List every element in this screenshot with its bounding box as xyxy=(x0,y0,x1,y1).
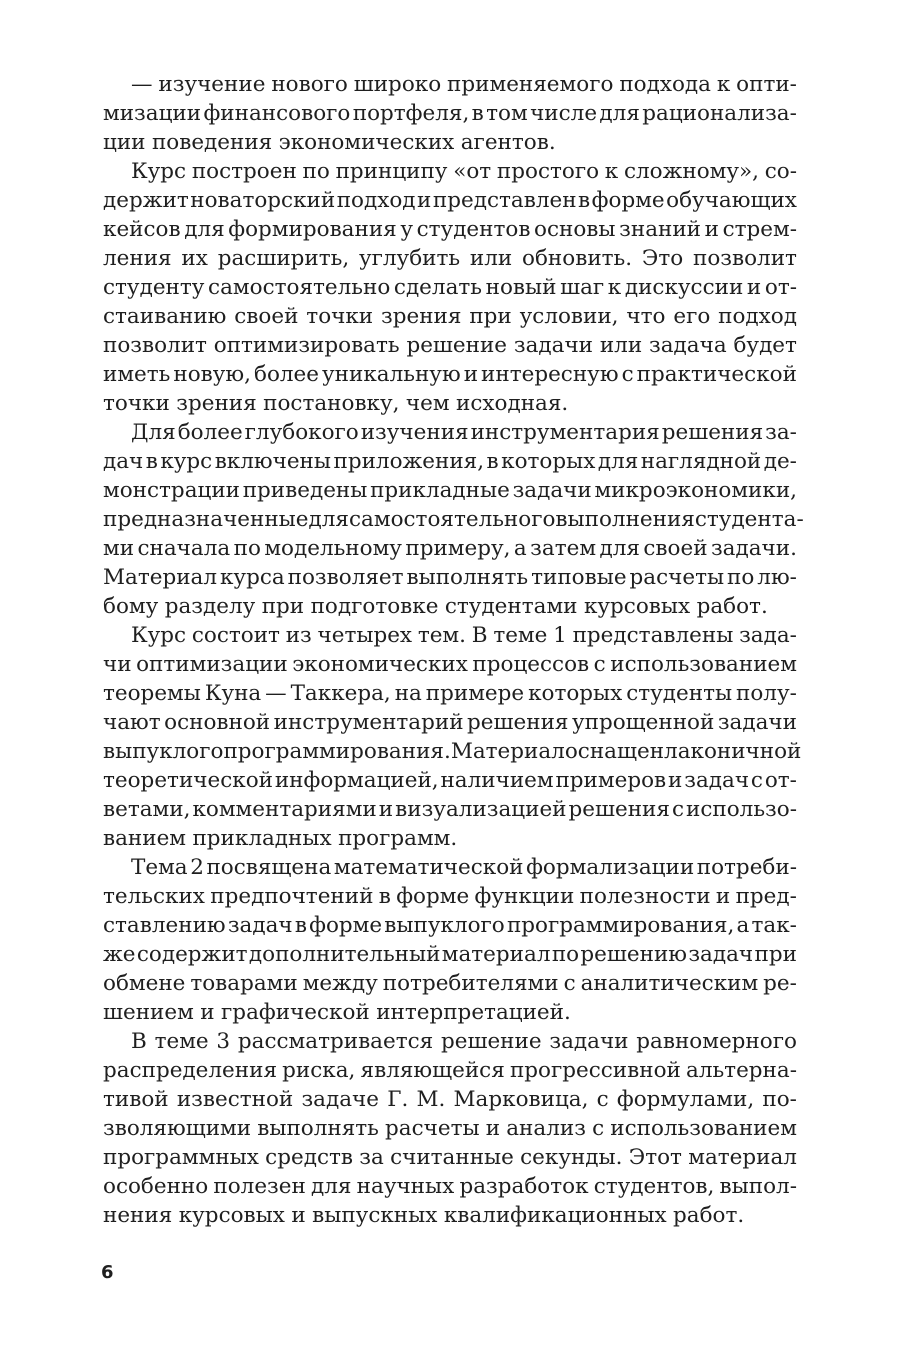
text-line: дач в курс включены приложения, в которых для наглядной де- xyxy=(103,449,797,474)
text-line: особенно полезен для научных разработок студентов, выпол- xyxy=(103,1174,797,1199)
paragraph xyxy=(103,157,797,418)
text-line: точки зрения постановку, чем исходная. xyxy=(103,391,569,416)
text-line: чи оптимизации экономических процессов с использованием xyxy=(103,652,797,677)
paragraph xyxy=(103,621,802,853)
text-line: Курс построен по принципу «от простого к сложному», со- xyxy=(131,159,797,184)
page-number: 6 xyxy=(101,1262,114,1283)
text-line: Курс состоит из четырех тем. В теме 1 представлены зада- xyxy=(131,623,797,648)
text-line: — изучение нового широко применяемого подхода к опти- xyxy=(131,72,797,97)
text-line: тельских предпочтений в форме функции полезности и пред- xyxy=(103,884,797,909)
paragraph xyxy=(103,418,804,621)
text-line: шением и графической интерпретацией. xyxy=(103,1000,571,1025)
text-line: ции поведения экономических агентов. xyxy=(103,130,556,155)
text-line: держит новаторский подход и представлен в форме обучающих xyxy=(103,188,797,213)
text-line: ми сначала по модельному примеру, а затем для своей задачи. xyxy=(103,536,797,561)
text-line: предназначенные для самостоятельного выполнения студента- xyxy=(103,507,804,532)
text-line: ления их расширить, углубить или обновить. Это позволит xyxy=(103,246,797,271)
page-body xyxy=(103,70,804,1230)
text-line: Тема 2 посвящена математической формализации потреби- xyxy=(131,855,797,880)
paragraph xyxy=(103,70,797,157)
text-line: мизации финансового портфеля, в том числе для рационализа- xyxy=(103,101,797,126)
text-line: тивой известной задаче Г. М. Марковица, с формулами, по- xyxy=(103,1087,797,1112)
text-line: обмене товарами между потребителями с аналитическим ре- xyxy=(103,971,797,996)
text-line: иметь новую, более уникальную и интересную с практической xyxy=(103,362,797,387)
text-line: чают основной инструментарий решения упрощенной задачи xyxy=(103,710,797,735)
text-line: зволяющими выполнять расчеты и анализ с использованием xyxy=(103,1116,797,1141)
text-line: выпуклого программирования. Материал оснащен лаконичной xyxy=(103,739,802,764)
text-line: Для более глубокого изучения инструментария решения за- xyxy=(131,420,797,445)
text-line: монстрации приведены прикладные задачи микроэкономики, xyxy=(103,478,797,503)
text-line: В теме 3 рассматривается решение задачи равномерного xyxy=(131,1029,797,1054)
text-line: ставлению задач в форме выпуклого программирования, а так- xyxy=(103,913,797,938)
text-line: бому разделу при подготовке студентами курсовых работ. xyxy=(103,594,768,619)
text-line: программных средств за считанные секунды. Этот материал xyxy=(103,1145,797,1170)
text-line: теоремы Куна — Таккера, на примере которых студенты полу- xyxy=(103,681,797,706)
paragraph xyxy=(103,1027,797,1230)
text-line: студенту самостоятельно сделать новый шаг к дискуссии и от- xyxy=(103,275,797,300)
text-line: стаиванию своей точки зрения при условии, что его подход xyxy=(103,304,797,329)
text-line: кейсов для формирования у студентов основы знаний и стрем- xyxy=(103,217,797,242)
text-line: же содержит дополнительный материал по решению задач при xyxy=(103,942,797,967)
paragraph xyxy=(103,853,797,1027)
text-line: ветами, комментариями и визуализацией решения с использо- xyxy=(103,797,797,822)
text-line: ванием прикладных программ. xyxy=(103,826,458,851)
text-line: распределения риска, являющейся прогрессивной альтерна- xyxy=(103,1058,797,1083)
text-line: позволит оптимизировать решение задачи или задача будет xyxy=(103,333,797,358)
text-line: теоретической информацией, наличием примеров и задач с от- xyxy=(103,768,797,793)
text-line: Материал курса позволяет выполнять типовые расчеты по лю- xyxy=(103,565,797,590)
text-line: нения курсовых и выпускных квалификационных работ. xyxy=(103,1203,745,1228)
